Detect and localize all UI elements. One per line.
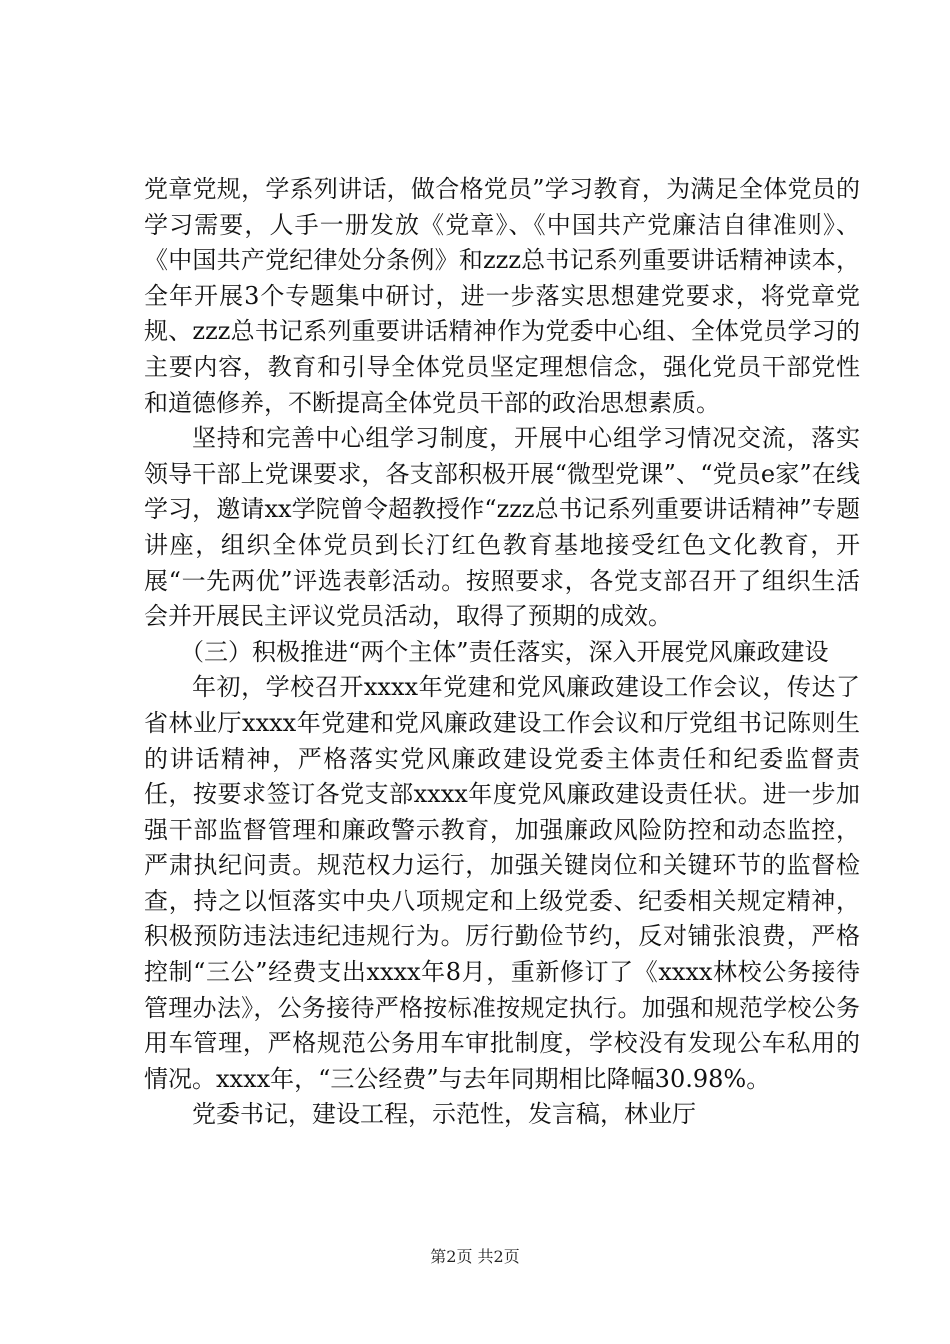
body-paragraph: 党章党规，学系列讲话，做合格党员”学习教育，为满足全体党员的学习需要，人手一册发放《党章》、《中国共产党廉洁自律准则》、《中国共产党纪律处分条例》和zzz总书记系列重要讲话精神读本，全年开展3个专题集中研讨，进一步落实思想建党要求，将党章党规、zzz总书记系列重要讲话精神作为党委中心组、全体党员学习的主要内容，教育和引导全体党员坚定理想信念，强化党员干部党性和道德修养，不断提高全体党员干部的政治思想素质。 [144,175,860,417]
page-number: 第2页 共2页 [430,1247,520,1266]
body-paragraph: 年初，学校召开xxxx年党建和党风廉政建设工作会议，传达了省林业厅xxxx年党建和党风廉政建设工作会议和厅党组书记陈则生的讲话精神，严格落实党风廉政建设党委主体责任和纪委监督责任，按要求签订各党支部xxxx年度党风廉政建设责任状。进一步加强干部监督管理和廉政警示教育，加强廉政风险防控和动态监控，严肃执纪问责。规范权力运行，加强关键岗位和关键环节的监督检查，持之以恒落实中央八项规定和上级党委、纪委相关规定精神，积极预防违法违纪违规行为。厉行勤俭节约，反对铺张浪费，严格控制“三公”经费支出xxxx年8月，重新修订了《xxxx林校公务接待管理办法》，公务接待严格按标准按规定执行。加强和规范学校公务用车管理，严格规范公务用车审批制度，学校没有发现公车私用的情况。xxxx年，“三公经费”与去年同期相比降幅30.98%。 [144,673,860,1093]
keywords-line: 党委书记，建设工程，示范性，发言稿，林业厅 [192,1100,696,1129]
section-heading: （三）积极推进“两个主体”责任落实，深入开展党风廉政建设 [180,637,829,666]
body-paragraph: 坚持和完善中心组学习制度，开展中心组学习情况交流，落实领导干部上党课要求，各支部积极开展“微型党课”、“党员e家”在线学习，邀请xx学院曾令超教授作“zzz总书记系列重要讲话精神”专题讲座，组织全体党员到长汀红色教育基地接受红色文化教育，开展“一先两优”评选表彰活动。按照要求，各党支部召开了组织生活会并开展民主评议党员活动，取得了预期的成效。 [144,424,860,631]
document-body [144,172,860,1133]
